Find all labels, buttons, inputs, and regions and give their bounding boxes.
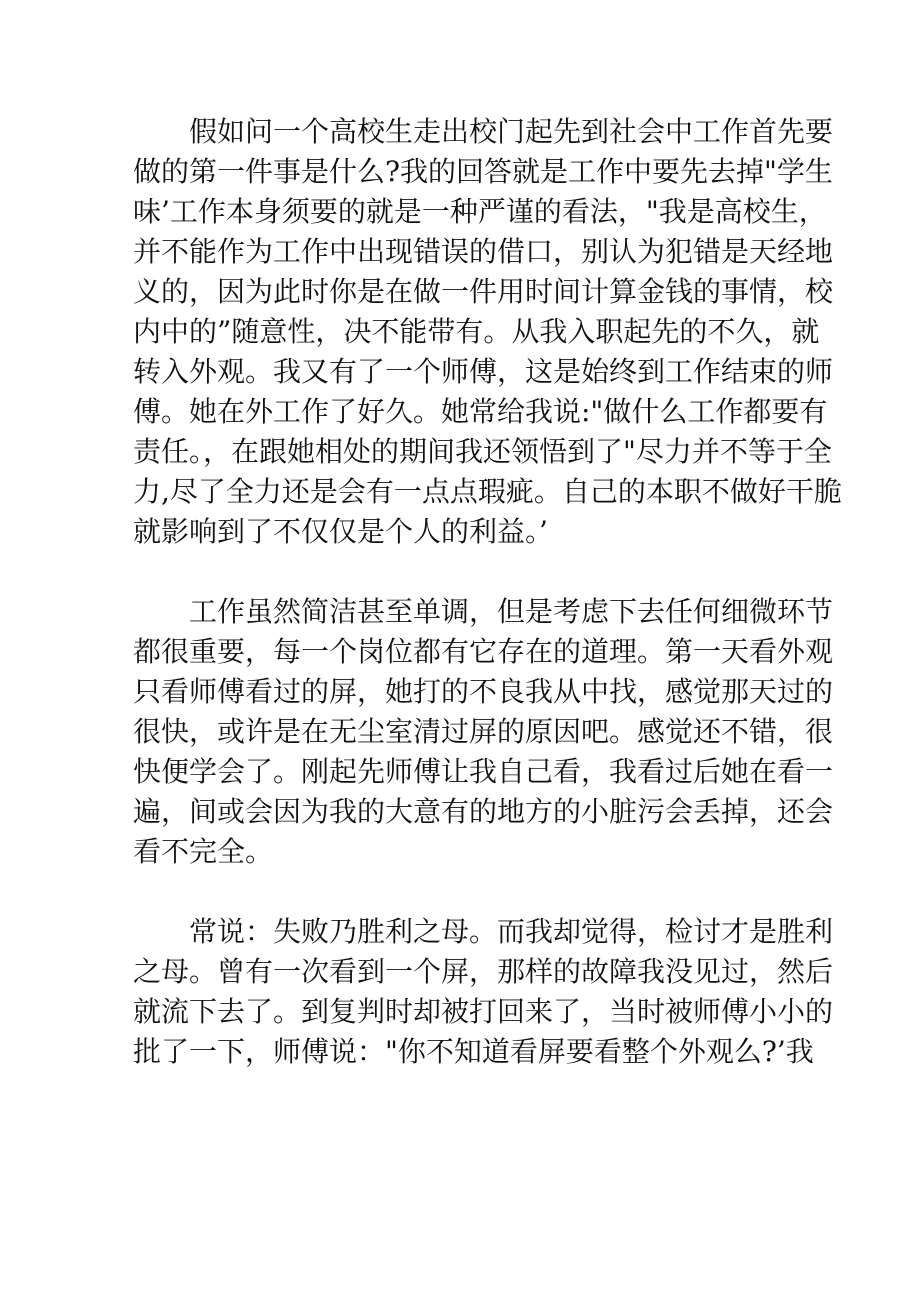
text-line: 味’工作本身须要的就是一种严谨的看法，"我是高校生， — [133, 195, 827, 228]
text-line: 工作虽然简洁甚至单调，但是考虑下去任何细微环节 — [189, 595, 834, 628]
text-line: 内中的”随意性，决不能带有。从我入职起先的不久，就 — [133, 315, 820, 348]
text-line: 都很重要，每一个岗位都有它存在的道理。第一天看外观 — [133, 635, 834, 668]
text-line: 快便学会了。刚起先师傅让我自己看，我看过后她在看一 — [133, 755, 834, 788]
text-line: 责任。，在跟她相处的期间我还领悟到了"尽力并不等于全 — [133, 435, 832, 468]
paragraph — [133, 912, 834, 1072]
text-line: 力,尽了全力还是会有一点点瑕疵。自己的本职不做好干脆 — [133, 475, 842, 508]
text-line: 并不能作为工作中出现错误的借口，别认为犯错是天经地 — [133, 235, 834, 268]
paragraph-spacer — [133, 552, 798, 592]
text-line: 常说：失败乃胜利之母。而我却觉得，检讨才是胜利 — [189, 915, 834, 948]
text-line: 义的，因为此时你是在做一件用时间计算金钱的事情，校 — [133, 275, 834, 308]
paragraph — [133, 112, 842, 552]
document-body — [133, 112, 842, 1072]
text-line: 假如问一个高校生走出校门起先到社会中工作首先要 — [189, 115, 834, 148]
text-line: 遍，间或会因为我的大意有的地方的小脏污会丢掉，还会 — [133, 795, 834, 828]
text-line: 很快，或许是在无尘室清过屏的原因吧。感觉还不错，很 — [133, 715, 834, 748]
text-line: 只看师傅看过的屏，她打的不良我从中找，感觉那天过的 — [133, 675, 834, 708]
text-line: 之母。曾有一次看到一个屏，那样的故障我没见过，然后 — [133, 955, 834, 988]
text-line: 做的第一件事是什么?我的回答就是工作中要先去掉"学生 — [133, 155, 833, 188]
text-line: 傅。她在外工作了好久。她常给我说:"做什么工作都要有 — [133, 395, 828, 428]
text-line: 批了一下，师傅说："你不知道看屏要看整个外观么?’我 — [133, 1035, 814, 1068]
paragraph-spacer — [133, 872, 798, 912]
text-line: 看不完全。 — [133, 835, 274, 868]
text-line: 转入外观。我又有了一个师傅，这是始终到工作结束的师 — [133, 355, 834, 388]
text-line: 就流下去了。到复判时却被打回来了，当时被师傅小小的 — [133, 995, 834, 1028]
paragraph — [133, 592, 834, 872]
text-line: 就影响到了不仅仅是个人的利益。’ — [133, 515, 548, 548]
